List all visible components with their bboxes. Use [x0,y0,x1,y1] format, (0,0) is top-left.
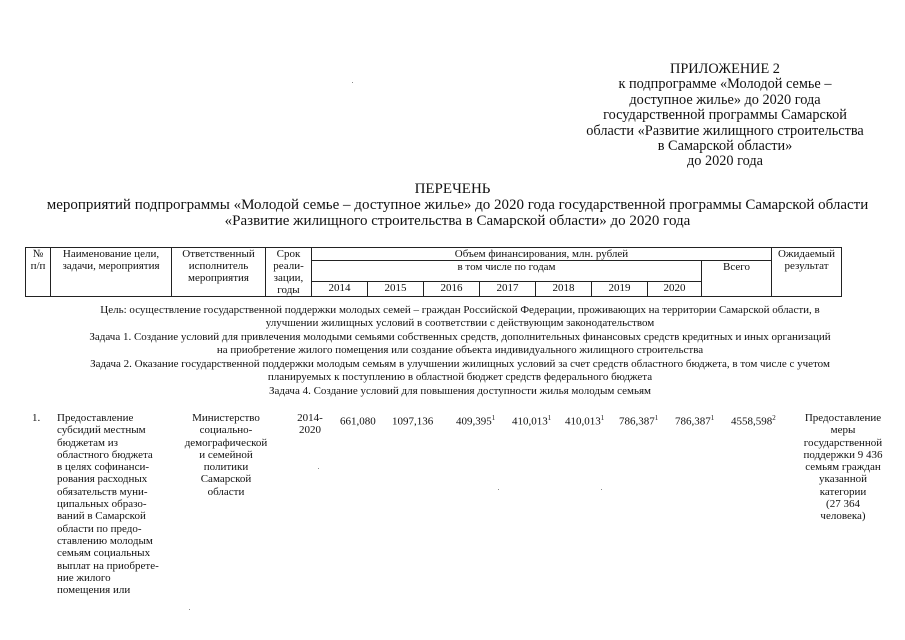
scan-speck [498,489,499,490]
header-col-name: Наименование цели, задачи, мероприятия [51,248,172,297]
row-number: 1. [32,412,41,424]
row-value-2015: 1097,136 [392,415,434,428]
goal-line: улучшении жилищных условий в соответствии с действующим законодательством [265,316,655,329]
row-executor-line: политики [203,461,249,474]
row-name-line: помещения или [57,584,131,597]
appendix-block [560,62,890,170]
header-year: 2015 [368,282,424,297]
appendix-line: до 2020 года [686,153,764,170]
appendix-line: к подпрограмме «Молодой семье – [618,76,832,93]
row-result-line: меры [830,424,856,437]
row-executor-line: Самарской [200,473,252,486]
task1-line: Задача 1. Создание условий для привлечения молодыми семьями собственных средств, дополнительных финансовых средств кредитных и иных организаций [89,331,831,343]
task2-band [25,358,895,384]
row-value-2017: 410,013$^1$ [512,414,552,428]
table-header [25,247,842,297]
row-term [290,412,330,437]
row-name-line: семьям социальных [57,547,151,560]
row-value-2019: 786,387$^1$ [619,414,659,428]
row-name-line: выплат на приобрете- [57,559,159,572]
header-col-by-years: в том числе по годам [312,261,702,282]
row-name-line: ваний в Самарской [57,510,146,523]
row-executor-line: области [207,485,245,498]
scan-speck [189,609,190,610]
row-name-line: рования расходных [57,473,148,486]
appendix-line: области «Развитие жилищного строительства [586,122,864,139]
row-result-line: семьям граждан [805,461,881,474]
document-title [20,197,895,229]
row-executor-line: Министерство [192,412,260,424]
row-value-2016: 409,395$^1$ [456,414,496,428]
row-result-line: (27 364 [826,498,860,511]
header-col-result: Ожидаемый результат [772,248,842,297]
row-name-line: областного бюджета [57,448,153,461]
header-col-executor: Ответственный исполнитель мероприятия [172,248,266,297]
row-name [57,412,177,596]
task2-line: Задача 2. Оказание государственной поддержки молодым семьям в улучшении жилищных условий за счет средств областного бюджета, в том числе с учетом [90,358,830,370]
appendix-line: государственной программы Самарской [603,107,847,124]
row-result-line: указанной [819,473,867,486]
row-result-line: человека) [820,510,866,523]
header-year: 2019 [592,282,648,297]
row-executor-line: и семейной [199,448,253,461]
row-name-line: Предоставление [57,412,134,424]
task4-band [25,385,895,398]
row-name-line: в целях софинанси- [57,461,149,474]
header-year: 2017 [480,282,536,297]
goal-line: Цель: осуществление государственной поддержки молодых семей – граждан Российской Федерации, проживающих на территории Самарской области, в [100,304,820,316]
appendix-line: доступное жилье» до 2020 года [629,91,821,108]
scan-speck [601,489,602,490]
row-value-2014: 661,080 [340,415,376,428]
row-name-line: ставлению молодым [57,534,153,547]
scan-speck [352,82,353,83]
goal-band [25,304,895,330]
task1-line: на приобретение жилого помещения или создание объекта индивидуального жилищного строительства [216,343,704,356]
row-value-2018: 410,013$^1$ [565,414,605,428]
scan-speck [318,468,319,469]
row-term-line: 2014- [297,412,323,424]
row-value-2020: 786,387$^1$ [675,414,715,428]
header-year: 2016 [424,282,480,297]
row-result-line: категории [819,485,867,498]
header-year: 2014 [312,282,368,297]
row-result-line: государственной [803,436,883,449]
document-title-line: «Развитие жилищного строительства в Самарской области» до 2020 года [224,213,691,229]
row-term-line: 2020 [299,424,321,437]
row-result [796,412,890,523]
document-title-line: мероприятий подпрограммы «Молодой семье – доступное жилье» до 2020 года государственной программы Самарской области [46,197,869,213]
row-name-line: субсидий местным [57,424,146,437]
header-year: 2018 [536,282,592,297]
row-name-line: обязательств муни- [57,485,148,498]
appendix-line: ПРИЛОЖЕНИЕ 2 [670,61,780,77]
row-name-line: бюджетам из [57,436,118,449]
row-result-line: Предоставление [804,412,882,424]
row-executor [178,412,274,498]
row-name-line: ние жилого [57,571,111,584]
document-heading: ПЕРЕЧЕНЬ [414,181,491,197]
row-name-line: ципальных образо- [57,498,147,511]
row-result-line: поддержки 9 436 [803,448,883,461]
row-name-line: области по предо- [57,522,142,535]
header-col-num: № п/п [26,248,51,297]
row-value-total: 4558,598$^2$ [731,414,776,428]
task4-line: Задача 4. Создание условий для повышения доступности жилья молодым семьям [268,385,652,397]
header-col-funding: Объем финансирования, млн. рублей [312,248,772,261]
row-executor-line: социально- [199,424,253,437]
appendix-line: в Самарской области» [657,138,793,155]
task2-line: планируемых к поступлению в областной бюджет средств федерального бюджета [267,370,653,383]
row-executor-line: демографической [184,436,268,449]
header-year: 2020 [648,282,702,297]
task1-band [25,331,895,357]
header-col-total: Всего [702,261,772,297]
header-col-term: Срок реали-зации, годы [266,248,312,297]
